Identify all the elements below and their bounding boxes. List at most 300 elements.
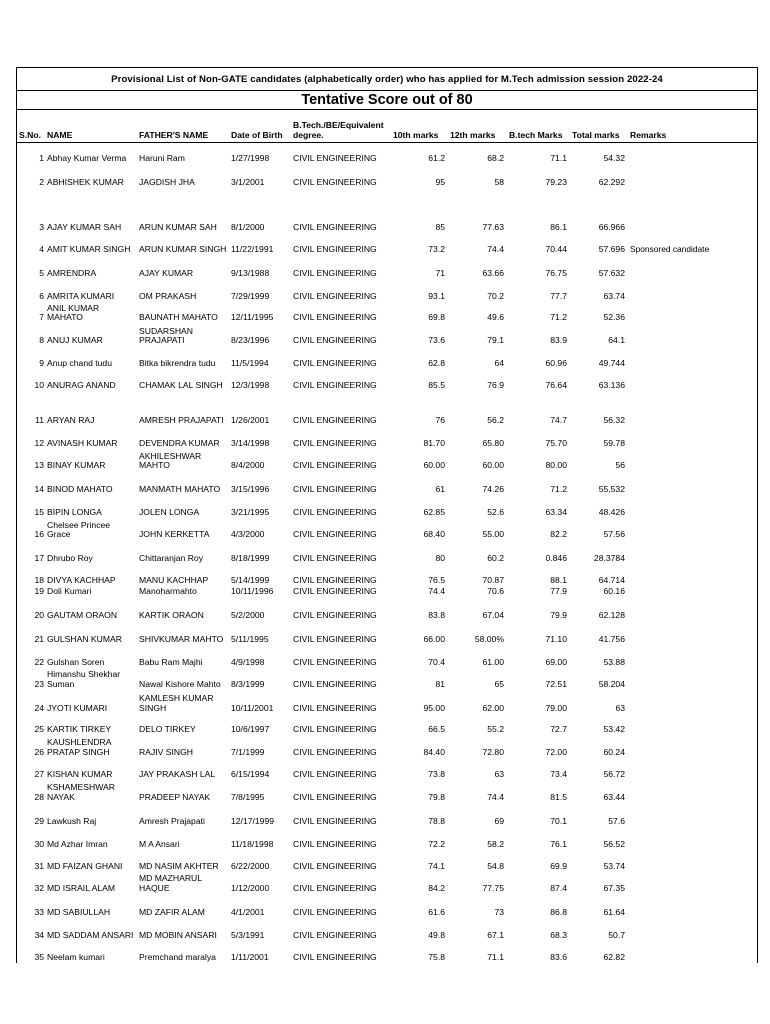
cell-12th: 69 bbox=[494, 815, 504, 826]
cell-sno: 12 bbox=[34, 438, 44, 448]
cell-total: 59.78 bbox=[603, 438, 625, 448]
cell-degree: CIVIL ENGINEERING bbox=[293, 335, 377, 345]
cell-10th: 49.8 bbox=[428, 929, 445, 940]
cell-dob: 1/26/2001 bbox=[231, 415, 270, 425]
cell-10th: 75.8 bbox=[428, 951, 445, 962]
cell-10th: 93.1 bbox=[428, 291, 445, 301]
cell-total: 63.74 bbox=[603, 291, 625, 301]
cell-degree: CIVIL ENGINEERING bbox=[293, 575, 377, 585]
cell-sno: 22 bbox=[34, 656, 44, 667]
cell-name: KISHAN KUMAR bbox=[47, 768, 113, 779]
cell-total: 61.64 bbox=[603, 906, 625, 917]
cell-btech: 72.7 bbox=[550, 723, 567, 734]
cell-remarks bbox=[628, 587, 757, 598]
cell-10th: 61.6 bbox=[428, 906, 445, 917]
cell-10th: 71 bbox=[435, 268, 445, 278]
cell-total: 60.24 bbox=[603, 746, 625, 757]
cell-degree: CIVIL ENGINEERING bbox=[293, 358, 377, 368]
cell-sno: 29 bbox=[34, 815, 44, 826]
cell-dob: 11/5/1994 bbox=[231, 358, 269, 368]
header-father: FATHER'S NAME bbox=[137, 110, 229, 143]
cell-dob: 1/12/2000 bbox=[231, 882, 270, 893]
cell-dob: 1/11/2001 bbox=[231, 951, 269, 962]
cell-sno: 26 bbox=[34, 746, 44, 757]
list-title: Provisional List of Non-GATE candidates (alphabetically order) who has applied for M.Tech admission session 2022-24 bbox=[17, 68, 757, 91]
cell-btech: 71.2 bbox=[550, 312, 567, 322]
cell-total: 49.744 bbox=[598, 358, 625, 368]
cell-dob: 3/21/1995 bbox=[231, 507, 270, 517]
cell-10th: 84.2 bbox=[428, 882, 445, 893]
table-row bbox=[17, 587, 757, 598]
cell-degree: CIVIL ENGINEERING bbox=[293, 815, 377, 826]
cell-name: Dhrubo Roy bbox=[47, 553, 93, 563]
cell-12th: 70.2 bbox=[487, 291, 504, 301]
header-sno: S.No. bbox=[17, 110, 45, 143]
cell-10th: 60.00 bbox=[423, 460, 445, 470]
table-row bbox=[17, 143, 757, 165]
cell-name: KARTIK TIRKEY bbox=[47, 723, 112, 734]
cell-btech: 71.1 bbox=[550, 153, 567, 163]
cell-dob: 4/3/2000 bbox=[231, 529, 265, 539]
cell-remarks bbox=[628, 735, 757, 758]
cell-sno: 8 bbox=[39, 335, 44, 345]
cell-name: MD SABIULLAH bbox=[47, 906, 111, 917]
cell-10th: 83.8 bbox=[428, 609, 445, 620]
cell-remarks bbox=[628, 918, 757, 941]
cell-total: 50.7 bbox=[608, 929, 625, 940]
cell-total: 60.16 bbox=[603, 586, 625, 596]
cell-sno: 6 bbox=[39, 291, 44, 301]
cell-degree: CIVIL ENGINEERING bbox=[293, 906, 377, 917]
cell-remarks bbox=[628, 370, 757, 392]
header-12th: 12th marks bbox=[448, 110, 507, 143]
cell-12th: 63.66 bbox=[482, 268, 504, 278]
cell-sno: 23 bbox=[34, 678, 44, 689]
table-row bbox=[17, 392, 757, 427]
table-body bbox=[17, 143, 757, 964]
cell-remarks: Sponsored candidate bbox=[630, 244, 710, 254]
cell-10th: 76 bbox=[435, 415, 445, 425]
cell-sno: 35 bbox=[34, 951, 44, 962]
cell-12th: 64 bbox=[494, 358, 504, 368]
cell-btech: 72.51 bbox=[545, 678, 567, 689]
table-row bbox=[17, 735, 757, 758]
cell-total: 41.756 bbox=[598, 633, 625, 644]
cell-dob: 7/29/1999 bbox=[231, 291, 270, 301]
cell-father: BAUNATH MAHATO bbox=[139, 312, 218, 322]
cell-10th: 66.5 bbox=[428, 723, 445, 734]
cell-12th: 70.87 bbox=[482, 575, 504, 585]
cell-dob: 3/1/2001 bbox=[231, 177, 265, 187]
cell-name: AMRITA KUMARI bbox=[47, 291, 115, 301]
cell-name: Doli Kumari bbox=[47, 586, 92, 596]
cell-btech: 76.75 bbox=[545, 268, 567, 278]
cell-btech: 88.1 bbox=[550, 575, 567, 585]
cell-degree: CIVIL ENGINEERING bbox=[293, 415, 377, 425]
cell-father: DELO TIRKEY bbox=[139, 723, 196, 734]
cell-12th: 70.6 bbox=[487, 586, 504, 596]
cell-name: Md Azhar Imran bbox=[47, 838, 108, 849]
table-row bbox=[17, 280, 757, 303]
cell-dob: 3/14/1998 bbox=[231, 438, 270, 448]
cell-10th: 78.8 bbox=[428, 815, 445, 826]
cell-total: 53.74 bbox=[603, 860, 625, 871]
cell-name: MD FAIZAN GHANI bbox=[47, 860, 123, 871]
cell-12th: 74.4 bbox=[487, 244, 504, 254]
cell-btech: 71.10 bbox=[545, 633, 567, 644]
cell-remarks bbox=[628, 894, 757, 918]
cell-remarks bbox=[628, 392, 757, 427]
cell-total: 62.82 bbox=[603, 951, 625, 962]
cell-btech: 63.34 bbox=[545, 507, 567, 517]
cell-father: RAJIV SINGH bbox=[139, 746, 193, 757]
cell-btech: 69.9 bbox=[550, 860, 567, 871]
cell-dob: 7/1/1999 bbox=[231, 746, 265, 757]
cell-10th: 95.00 bbox=[423, 702, 445, 713]
table-row bbox=[17, 347, 757, 370]
cell-total: 64.1 bbox=[608, 335, 625, 345]
cell-remarks bbox=[628, 780, 757, 803]
cell-remarks bbox=[628, 280, 757, 303]
cell-12th: 63 bbox=[494, 768, 504, 779]
cell-degree: CIVIL ENGINEERING bbox=[293, 460, 377, 470]
cell-sno: 34 bbox=[34, 929, 44, 940]
cell-name: KSHAMESHWAR NAYAK bbox=[47, 782, 115, 802]
cell-btech: 86.1 bbox=[550, 222, 567, 232]
cell-remarks bbox=[628, 941, 757, 963]
cell-sno: 7 bbox=[39, 312, 44, 322]
cell-name: Lawkush Raj bbox=[47, 815, 97, 826]
cell-total: 57.56 bbox=[603, 529, 625, 539]
cell-remarks bbox=[628, 427, 757, 450]
cell-sno: 19 bbox=[34, 586, 44, 596]
cell-total: 55.532 bbox=[598, 484, 625, 494]
cell-12th: 58.00% bbox=[474, 633, 504, 644]
cell-btech: 79.9 bbox=[550, 609, 567, 620]
cell-degree: CIVIL ENGINEERING bbox=[293, 177, 377, 187]
cell-degree: CIVIL ENGINEERING bbox=[293, 951, 377, 962]
cell-remarks bbox=[628, 714, 757, 735]
table-row bbox=[17, 541, 757, 565]
cell-total: 48.426 bbox=[598, 507, 625, 517]
cell-sno: 32 bbox=[34, 882, 44, 893]
cell-father: Nawal Kishore Mahto bbox=[139, 678, 221, 689]
cell-father: JAY PRAKASH LAL bbox=[139, 768, 216, 779]
cell-dob: 10/11/2001 bbox=[231, 702, 274, 713]
table-row bbox=[17, 645, 757, 668]
cell-10th: 68.40 bbox=[423, 529, 445, 539]
cell-sno: 21 bbox=[34, 633, 44, 644]
cell-10th: 79.8 bbox=[428, 791, 445, 802]
candidate-table bbox=[17, 110, 757, 963]
cell-10th: 66.00 bbox=[423, 633, 445, 644]
cell-sno: 4 bbox=[39, 244, 44, 254]
cell-10th: 69.8 bbox=[428, 312, 445, 322]
cell-10th: 70.4 bbox=[428, 656, 445, 667]
cell-10th: 74.1 bbox=[428, 860, 445, 871]
cell-btech: 83.6 bbox=[550, 951, 567, 962]
cell-sno: 14 bbox=[34, 484, 44, 494]
cell-sno: 17 bbox=[34, 553, 44, 563]
cell-12th: 54.8 bbox=[487, 860, 504, 871]
cell-12th: 52.6 bbox=[487, 507, 504, 517]
table-row bbox=[17, 872, 757, 894]
cell-12th: 61.00 bbox=[482, 656, 504, 667]
cell-12th: 71.1 bbox=[487, 951, 504, 962]
cell-dob: 4/1/2001 bbox=[231, 906, 265, 917]
cell-btech: 70.44 bbox=[545, 244, 567, 254]
cell-name: AMRENDRA bbox=[47, 268, 97, 278]
cell-father: Chittaranjan Roy bbox=[139, 553, 204, 563]
cell-12th: 77.63 bbox=[482, 222, 504, 232]
cell-degree: CIVIL ENGINEERING bbox=[293, 633, 377, 644]
cell-sno: 13 bbox=[34, 460, 44, 470]
cell-name: Chelsee Princee Grace bbox=[47, 519, 111, 539]
cell-10th: 80 bbox=[435, 553, 445, 563]
table-row bbox=[17, 850, 757, 872]
cell-father: Babu Ram Majhi bbox=[139, 656, 203, 667]
cell-name: AVINASH KUMAR bbox=[47, 438, 118, 448]
cell-btech: 73.4 bbox=[550, 768, 567, 779]
header-name: NAME bbox=[45, 110, 137, 143]
cell-12th: 65.80 bbox=[482, 438, 504, 448]
cell-name: AMIT KUMAR SINGH bbox=[47, 244, 131, 254]
cell-father: Haruni Ram bbox=[139, 153, 185, 163]
cell-degree: CIVIL ENGINEERING bbox=[293, 222, 377, 232]
cell-degree: CIVIL ENGINEERING bbox=[293, 609, 377, 620]
cell-btech: 75.70 bbox=[545, 438, 567, 448]
cell-remarks bbox=[628, 165, 757, 189]
cell-dob: 12/3/1998 bbox=[231, 380, 270, 390]
cell-sno: 1 bbox=[39, 153, 44, 163]
cell-remarks bbox=[628, 597, 757, 621]
cell-father: AKHILESHWAR MAHTO bbox=[139, 450, 202, 470]
cell-father: MD MOBIN ANSARI bbox=[139, 929, 217, 940]
cell-btech: 86.8 bbox=[550, 906, 567, 917]
cell-12th: 56.2 bbox=[487, 415, 504, 425]
header-remarks: Remarks bbox=[628, 110, 757, 143]
cell-dob: 12/11/1995 bbox=[231, 312, 274, 322]
cell-dob: 3/15/1996 bbox=[231, 484, 270, 494]
cell-remarks bbox=[628, 827, 757, 850]
table-row bbox=[17, 370, 757, 392]
cell-total: 53.42 bbox=[603, 723, 625, 734]
cell-name: ARYAN RAJ bbox=[47, 415, 95, 425]
cell-degree: CIVIL ENGINEERING bbox=[293, 244, 377, 254]
cell-12th: 79.1 bbox=[487, 335, 504, 345]
cell-10th: 72.2 bbox=[428, 838, 445, 849]
cell-total: 58.204 bbox=[598, 678, 625, 689]
cell-father: MANU KACHHAP bbox=[139, 575, 209, 585]
table-row bbox=[17, 450, 757, 472]
cell-dob: 7/8/1995 bbox=[231, 791, 265, 802]
cell-btech: 68.3 bbox=[550, 929, 567, 940]
table-row bbox=[17, 918, 757, 941]
cell-12th: 74.4 bbox=[487, 791, 504, 802]
table-row bbox=[17, 165, 757, 189]
cell-father: Premchand maralya bbox=[139, 951, 216, 962]
cell-remarks bbox=[628, 758, 757, 780]
cell-dob: 8/23/1996 bbox=[231, 335, 270, 345]
cell-father: KAMLESH KUMAR SINGH bbox=[139, 693, 214, 713]
cell-degree: CIVIL ENGINEERING bbox=[293, 484, 377, 494]
cell-degree: CIVIL ENGINEERING bbox=[293, 153, 377, 163]
cell-name: AJAY KUMAR SAH bbox=[47, 222, 122, 232]
cell-12th: 74.26 bbox=[482, 484, 504, 494]
cell-btech: 79.00 bbox=[545, 702, 567, 713]
table-row bbox=[17, 472, 757, 496]
cell-remarks bbox=[628, 450, 757, 472]
cell-degree: CIVIL ENGINEERING bbox=[293, 929, 377, 940]
cell-total: 67.35 bbox=[603, 882, 625, 893]
cell-btech: 0.846 bbox=[545, 553, 567, 563]
cell-remarks bbox=[628, 621, 757, 645]
cell-name: Gulshan Soren bbox=[47, 656, 105, 667]
cell-12th: 67.1 bbox=[487, 929, 504, 940]
cell-10th: 85.5 bbox=[428, 380, 445, 390]
cell-12th: 67.04 bbox=[482, 609, 504, 620]
cell-name: MD ISRAIL ALAM bbox=[47, 882, 115, 893]
cell-dob: 6/15/1994 bbox=[231, 768, 270, 779]
cell-remarks bbox=[628, 143, 757, 165]
cell-12th: 55.00 bbox=[482, 529, 504, 539]
cell-sno: 31 bbox=[34, 860, 44, 871]
cell-10th: 61.2 bbox=[428, 153, 445, 163]
cell-total: 63.136 bbox=[598, 380, 625, 390]
cell-total: 57.6 bbox=[608, 815, 625, 826]
cell-remarks bbox=[628, 872, 757, 894]
cell-remarks bbox=[628, 803, 757, 827]
cell-12th: 60.2 bbox=[487, 553, 504, 563]
cell-father: Manoharmahto bbox=[139, 586, 197, 596]
cell-dob: 1/27/1998 bbox=[231, 153, 270, 163]
cell-sno: 2 bbox=[39, 177, 44, 187]
table-row bbox=[17, 565, 757, 587]
cell-name: BINAY KUMAR bbox=[47, 460, 106, 470]
cell-degree: CIVIL ENGINEERING bbox=[293, 268, 377, 278]
cell-12th: 72.80 bbox=[482, 746, 504, 757]
cell-degree: CIVIL ENGINEERING bbox=[293, 586, 377, 596]
cell-degree: CIVIL ENGINEERING bbox=[293, 768, 377, 779]
cell-father: AMRESH PRAJAPATI bbox=[139, 415, 224, 425]
table-row bbox=[17, 234, 757, 256]
cell-degree: CIVIL ENGINEERING bbox=[293, 312, 377, 322]
cell-remarks bbox=[628, 324, 757, 347]
cell-btech: 87.4 bbox=[550, 882, 567, 893]
cell-total: 64.714 bbox=[598, 575, 625, 585]
table-row bbox=[17, 780, 757, 803]
cell-dob: 8/4/2000 bbox=[231, 460, 265, 470]
header-degree: B.Tech./BE/Equivalent degree. bbox=[291, 110, 391, 143]
cell-name: Himanshu Shekhar Suman bbox=[47, 669, 121, 689]
cell-total: 56.32 bbox=[603, 415, 625, 425]
cell-dob: 8/18/1999 bbox=[231, 553, 270, 563]
cell-12th: 62.00 bbox=[482, 702, 504, 713]
header-10th: 10th marks bbox=[391, 110, 448, 143]
cell-10th: 85 bbox=[435, 222, 445, 232]
table-row bbox=[17, 941, 757, 963]
cell-total: 66.966 bbox=[598, 222, 625, 232]
cell-name: GAUTAM ORAON bbox=[47, 609, 118, 620]
table-row bbox=[17, 597, 757, 621]
cell-dob: 9/13/1988 bbox=[231, 268, 270, 278]
cell-degree: CIVIL ENGINEERING bbox=[293, 678, 377, 689]
cell-sno: 11 bbox=[35, 415, 44, 425]
cell-father: MD MAZHARUL HAQUE bbox=[139, 873, 202, 893]
cell-dob: 4/9/1998 bbox=[231, 656, 265, 667]
cell-remarks bbox=[628, 850, 757, 872]
cell-father: Amresh Prajapati bbox=[139, 815, 205, 826]
cell-10th: 73.8 bbox=[428, 768, 445, 779]
cell-father: ARUN KUMAR SAH bbox=[139, 222, 217, 232]
cell-father: JAGDISH JHA bbox=[139, 177, 195, 187]
cell-sno: 9 bbox=[39, 358, 44, 368]
cell-dob: 5/14/1999 bbox=[231, 575, 270, 585]
cell-sno: 10 bbox=[34, 380, 44, 390]
cell-total: 62.128 bbox=[598, 609, 625, 620]
cell-btech: 76.64 bbox=[545, 380, 567, 390]
cell-name: MD SADDAM ANSARI bbox=[47, 929, 134, 940]
cell-10th: 62.8 bbox=[428, 358, 445, 368]
candidate-sheet bbox=[16, 67, 758, 963]
cell-12th: 55.2 bbox=[487, 723, 504, 734]
cell-name: ANURAG ANAND bbox=[47, 380, 116, 390]
cell-dob: 8/3/1999 bbox=[231, 678, 265, 689]
cell-name: ANIL KUMAR MAHATO bbox=[47, 302, 100, 322]
cell-degree: CIVIL ENGINEERING bbox=[293, 702, 377, 713]
cell-total: 57.632 bbox=[598, 268, 625, 278]
cell-name: GULSHAN KUMAR bbox=[47, 633, 122, 644]
cell-total: 52.36 bbox=[603, 312, 625, 322]
cell-remarks bbox=[628, 347, 757, 370]
cell-remarks bbox=[628, 472, 757, 496]
cell-father: JOLEN LONGA bbox=[139, 507, 200, 517]
cell-10th: 84.40 bbox=[423, 746, 445, 757]
score-title: Tentative Score out of 80 bbox=[17, 91, 757, 110]
cell-btech: 74.7 bbox=[550, 415, 567, 425]
cell-remarks bbox=[628, 519, 757, 541]
cell-degree: CIVIL ENGINEERING bbox=[293, 380, 377, 390]
cell-10th: 76.5 bbox=[428, 575, 445, 585]
cell-10th: 81.70 bbox=[423, 438, 445, 448]
cell-10th: 81 bbox=[435, 678, 445, 689]
cell-sno: 25 bbox=[34, 723, 44, 734]
cell-sno: 15 bbox=[34, 507, 44, 517]
cell-degree: CIVIL ENGINEERING bbox=[293, 656, 377, 667]
cell-dob: 5/2/2000 bbox=[231, 609, 265, 620]
cell-sno: 33 bbox=[34, 906, 44, 917]
cell-father: SUDARSHAN PRAJAPATI bbox=[139, 325, 193, 345]
table-row bbox=[17, 256, 757, 280]
cell-12th: 60.00 bbox=[482, 460, 504, 470]
cell-btech: 60.96 bbox=[545, 358, 567, 368]
cell-dob: 10/11/1996 bbox=[231, 586, 274, 596]
cell-10th: 95 bbox=[435, 177, 445, 187]
cell-remarks bbox=[628, 189, 757, 234]
cell-total: 56 bbox=[615, 460, 625, 470]
cell-total: 63.44 bbox=[603, 791, 625, 802]
cell-remarks bbox=[628, 541, 757, 565]
cell-father: OM PRAKASH bbox=[139, 291, 197, 301]
cell-total: 62.292 bbox=[598, 177, 625, 187]
cell-name: BINOD MAHATO bbox=[47, 484, 113, 494]
cell-father: DEVENDRA KUMAR bbox=[139, 438, 220, 448]
cell-12th: 68.2 bbox=[487, 153, 504, 163]
cell-dob: 8/1/2000 bbox=[231, 222, 265, 232]
cell-10th: 73.2 bbox=[428, 244, 445, 254]
cell-btech: 77.7 bbox=[550, 291, 567, 301]
cell-name: ABHISHEK KUMAR bbox=[47, 177, 124, 187]
